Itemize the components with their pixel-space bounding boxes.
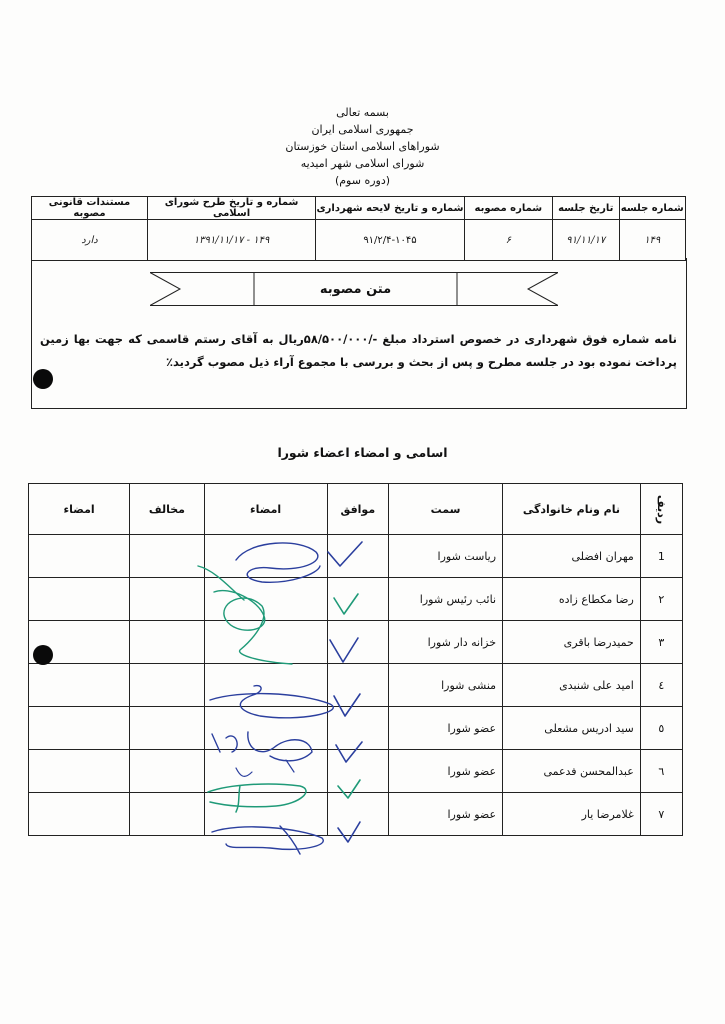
member-name: رضا مکطاع زاده	[503, 578, 641, 621]
checkmark-icon	[328, 542, 362, 566]
col-signature-2: امضاء	[29, 484, 130, 535]
member-index: ٥	[640, 707, 682, 750]
council-plan-value: ۱۴۹ - ۱۳۹۱/۱۱/۱۷	[147, 220, 315, 261]
legal-documents-value: دارد	[32, 220, 148, 261]
header-municipal-bill: شماره و تاریخ لایحه شهرداری	[316, 197, 465, 220]
member-index: ٤	[640, 664, 682, 707]
member-role: نائب رئیس شورا	[389, 578, 503, 621]
member-name: امید علی شنبدی	[503, 664, 641, 707]
member-index: ۲	[640, 578, 682, 621]
col-role: سمت	[389, 484, 503, 535]
header-line-2: جمهوری اسلامی ایران	[311, 123, 414, 136]
member-name: غلامرضا یار	[503, 793, 641, 836]
punch-hole	[33, 369, 53, 389]
resolution-number: ۶	[464, 220, 552, 261]
punch-hole	[33, 645, 53, 665]
checkmark-icon	[334, 694, 360, 716]
checkmark-icon	[334, 594, 358, 614]
header-legal-documents: مستندات قانونی مصوبه	[32, 197, 148, 220]
signature-icon	[212, 732, 312, 776]
member-role: ریاست شورا	[389, 535, 503, 578]
col-name: نام ونام خانوادگی	[503, 484, 641, 535]
member-role: منشی شورا	[389, 664, 503, 707]
member-name: سید ادریس مشعلی	[503, 707, 641, 750]
session-date: ۹۱/۱۱/۱۷	[552, 220, 619, 261]
signature-icon	[210, 686, 333, 718]
member-index: 1	[640, 535, 682, 578]
col-row-number: ردیف	[640, 484, 682, 535]
signature-icon	[208, 784, 306, 812]
member-role: خزانه دار شورا	[389, 621, 503, 664]
member-index: ٦	[640, 750, 682, 793]
col-agree: موافق	[327, 484, 389, 535]
member-name: عبدالمحسن فدعمی	[503, 750, 641, 793]
municipal-bill-value: ۹۱/۲/۴-۱۰۴۵	[316, 220, 465, 261]
member-name: مهران افضلی	[503, 535, 641, 578]
resolution-title: متن مصوبه	[319, 282, 392, 297]
member-role: عضو شورا	[389, 793, 503, 836]
checkmark-icon	[330, 638, 358, 662]
header-session-date: تاریخ جلسه	[552, 197, 619, 220]
session-number: ۱۴۹	[619, 220, 685, 261]
member-index: ۳	[640, 621, 682, 664]
checkmark-icon	[338, 780, 360, 798]
col-oppose: مخالف	[130, 484, 204, 535]
member-role: عضو شورا	[389, 707, 503, 750]
header-line-1: بسمه تعالی	[336, 106, 389, 119]
checkmark-icon	[338, 822, 360, 842]
checkmark-icon	[336, 742, 362, 762]
header-line-3: شوراهای اسلامی استان خوزستان	[285, 140, 440, 153]
header-resolution-number: شماره مصوبه	[464, 197, 552, 220]
members-section-title: اسامی و امضاء اعضاء شورا	[277, 445, 448, 460]
header-line-4: شورای اسلامی شهر امیدیه	[300, 157, 425, 170]
member-role: عضو شورا	[389, 750, 503, 793]
signature-icon	[214, 591, 292, 664]
header-council-plan: شماره و تاریخ طرح شورای اسلامی	[147, 197, 315, 220]
member-index: ٧	[640, 793, 682, 836]
col-signature: امضاء	[204, 484, 327, 535]
resolution-text: نامه شماره فوق شهرداری در خصوص استرداد مبلغ -/۵۸/۵۰۰/۰۰۰ریال به آقای رستم قاسمی که جهت بها زمین پرداخت نموده بود در جلسه مطرح و پس از بحث و بررسی با مجموع آراء ذیل مصوب گردید٪	[40, 332, 677, 369]
member-name: حمیدرضا باقری	[503, 621, 641, 664]
header-line-5: (دوره سوم)	[334, 174, 391, 187]
signature-icon	[212, 826, 323, 854]
header-session-number: شماره جلسه	[619, 197, 685, 220]
